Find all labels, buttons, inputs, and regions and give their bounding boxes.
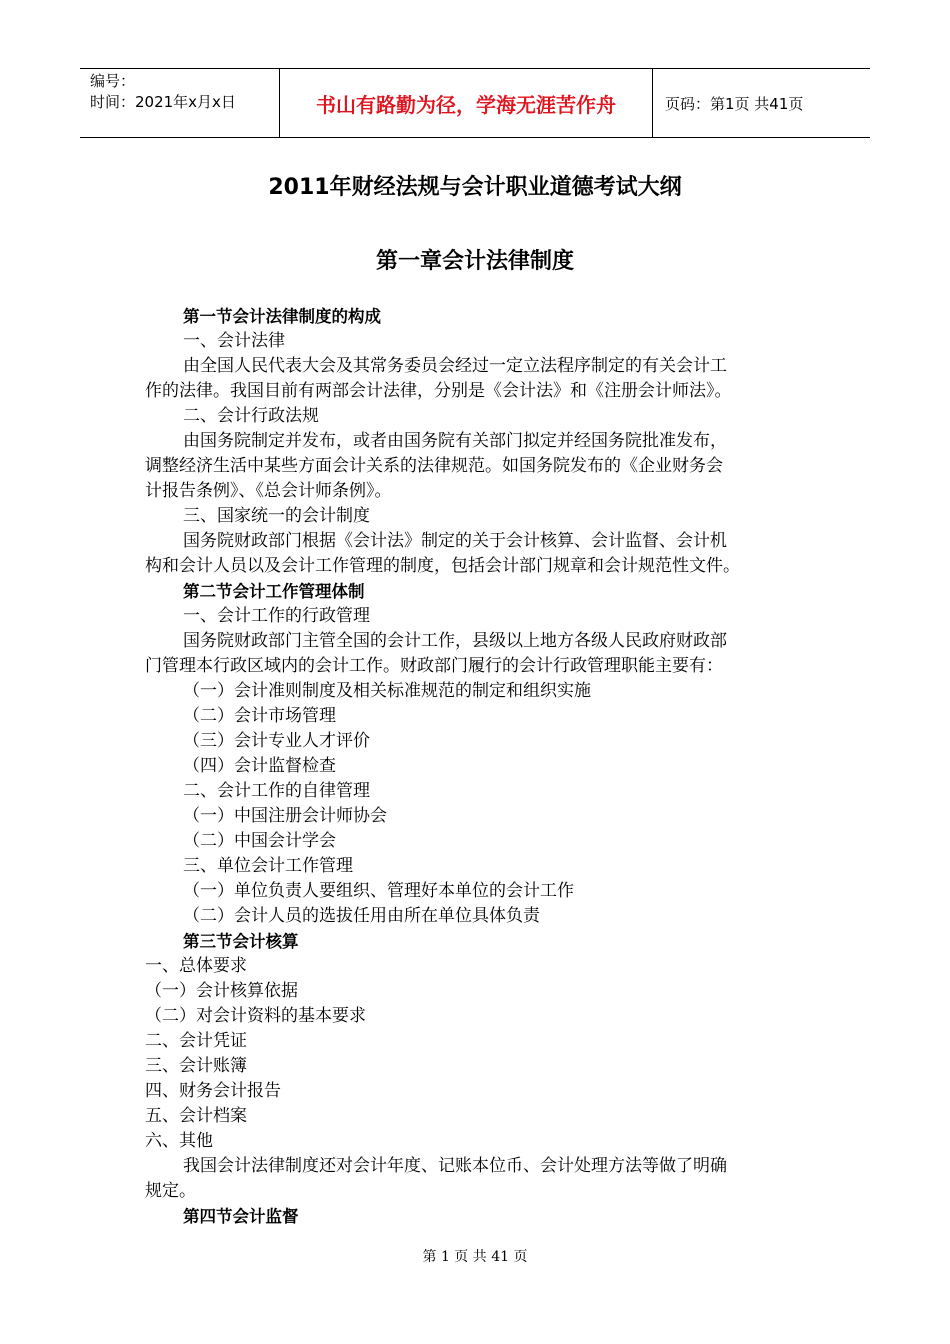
body-line: （三）会计专业人才评价 — [183, 731, 370, 751]
section-heading: 第四节会计监督 — [183, 1207, 299, 1226]
body-line: （二）会计人员的选拔任用由所在单位具体负责 — [183, 906, 540, 926]
body-line: 构和会计人员以及会计工作管理的制度，包括会计部门规章和会计规范性文件。 — [145, 556, 740, 576]
section-heading: 第一节会计法律制度的构成 — [183, 307, 381, 326]
body-line: 规定。 — [145, 1181, 196, 1201]
body-line: 我国会计法律制度还对会计年度、记账本位币、会计处理方法等做了明确 — [183, 1156, 727, 1176]
body-line: 二、会计行政法规 — [183, 406, 319, 426]
page-footer: 第 1 页 共 41 页 — [422, 1249, 528, 1265]
body-line: 六、其他 — [145, 1131, 213, 1151]
document-title: 2011年财经法规与会计职业道德考试大纲 — [268, 175, 682, 200]
body-line: 四、财务会计报告 — [145, 1081, 281, 1101]
body-line: 一、会计工作的行政管理 — [183, 606, 370, 626]
header-table — [80, 68, 870, 138]
body-line: 一、总体要求 — [145, 956, 247, 976]
body-line: 国务院财政部门主管全国的会计工作，县级以上地方各级人民政府财政部 — [183, 631, 727, 651]
body-line: 国务院财政部门根据《会计法》制定的关于会计核算、会计监督、会计机 — [183, 531, 727, 551]
body-line: 五、会计档案 — [145, 1106, 247, 1126]
chapter-title: 第一章会计法律制度 — [375, 249, 574, 274]
section-heading: 第三节会计核算 — [183, 932, 299, 951]
body-line: 由国务院制定并发布，或者由国务院有关部门拟定并经国务院批准发布， — [183, 431, 727, 451]
document-number-label: 编号： — [90, 72, 136, 90]
body-line: 二、会计工作的自律管理 — [183, 781, 370, 801]
body-line: 调整经济生活中某些方面会计关系的法律规范。如国务院发布的《企业财务会 — [145, 456, 723, 476]
body-line: （二）中国会计学会 — [183, 831, 336, 851]
body-line: （一）会计核算依据 — [145, 981, 298, 1001]
header-motto: 书山有路勤为径，学海无涯苦作舟 — [280, 69, 653, 137]
body-line: 三、会计账簿 — [145, 1056, 247, 1076]
body-line: （二）对会计资料的基本要求 — [145, 1006, 366, 1026]
body-line: 三、单位会计工作管理 — [183, 856, 353, 876]
document-body — [145, 304, 810, 1229]
body-line: 三、国家统一的会计制度 — [183, 506, 370, 526]
body-line: 作的法律。我国目前有两部会计法律，分别是《会计法》和《注册会计师法》。 — [145, 381, 732, 401]
body-line: （四）会计监督检查 — [183, 756, 336, 776]
section-heading: 第二节会计工作管理体制 — [183, 582, 365, 601]
body-line: 计报告条例》、《总会计师条例》。 — [145, 481, 392, 501]
body-line: （二）会计市场管理 — [183, 706, 336, 726]
body-line: 一、会计法律 — [183, 331, 285, 351]
header-page-info: 页码：第1页 共41页 — [665, 94, 804, 113]
body-line: 由全国人民代表大会及其常务委员会经过一定立法程序制定的有关会计工 — [183, 356, 727, 376]
header-meta — [80, 69, 280, 137]
body-line: 二、会计凭证 — [145, 1031, 247, 1051]
document-time: 时间：2021年x月x日 — [90, 93, 236, 111]
body-line: （一）会计准则制度及相关标准规范的制定和组织实施 — [183, 681, 591, 701]
body-line: （一）中国注册会计师协会 — [183, 806, 387, 826]
body-line: （一）单位负责人要组织、管理好本单位的会计工作 — [183, 881, 574, 901]
body-line: 门管理本行政区域内的会计工作。财政部门履行的会计行政管理职能主要有： — [145, 656, 723, 676]
